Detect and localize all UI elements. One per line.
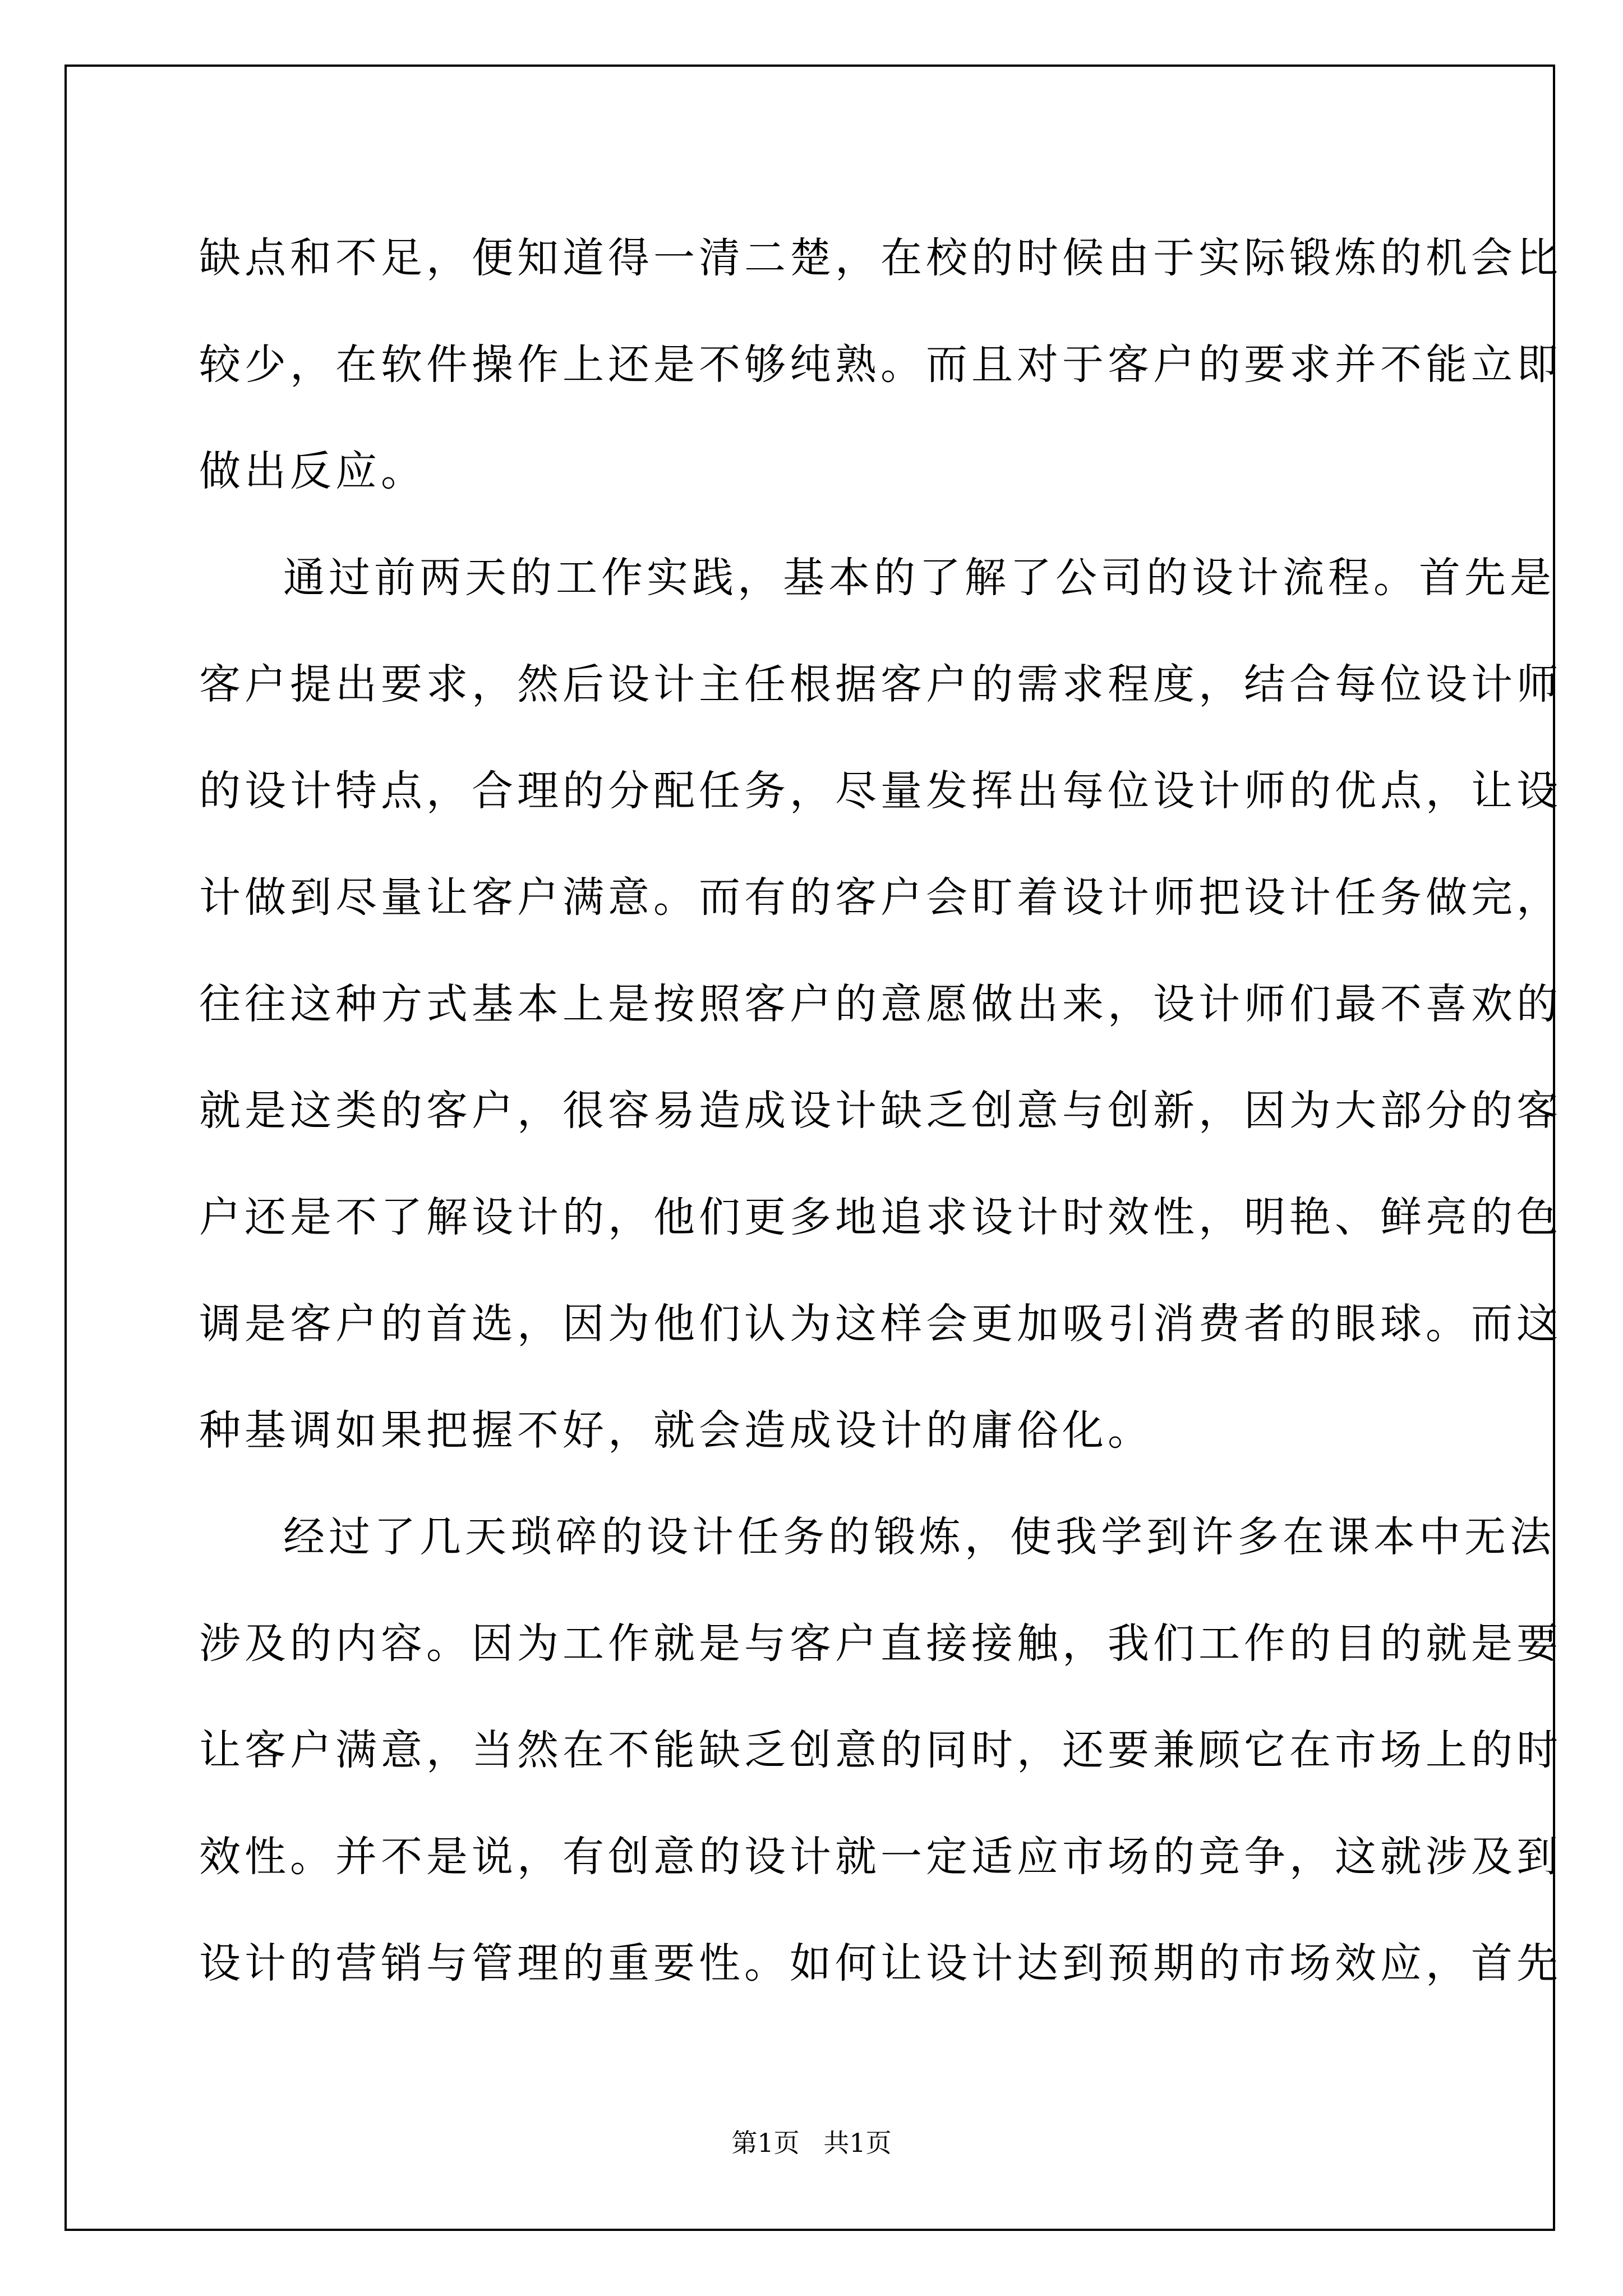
text-line: 做出反应。 xyxy=(199,447,426,495)
text-line: 户还是不了解设计的，他们更多地追求设计时效性，明艳、鲜亮的色 xyxy=(199,1193,1562,1241)
page-total: 共1页 xyxy=(823,2128,892,2158)
text-line: 通过前两天的工作实践，基本的了解了公司的设计流程。首先是 xyxy=(283,554,1555,602)
text-line: 涉及的内容。因为工作就是与客户直接接触，我们工作的目的就是要 xyxy=(199,1619,1562,1668)
page-number: 第1页 xyxy=(731,2128,800,2158)
text-line: 设计的营销与管理的重要性。如何让设计达到预期的市场效应，首先 xyxy=(199,1939,1562,1987)
page-footer xyxy=(0,2126,1623,2160)
text-line: 调是客户的首选，因为他们认为这样会更加吸引消费者的眼球。而这 xyxy=(199,1300,1562,1348)
document-body xyxy=(199,205,1562,2017)
text-line: 往往这种方式基本上是按照客户的意愿做出来，设计师们最不喜欢的 xyxy=(199,980,1562,1028)
text-line: 客户提出要求，然后设计主任根据客户的需求程度，结合每位设计师 xyxy=(199,660,1562,708)
text-line: 缺点和不足，便知道得一清二楚，在校的时候由于实际锻炼的机会比 xyxy=(199,234,1562,282)
text-line: 经过了几天琐碎的设计任务的锻炼，使我学到许多在课本中无法 xyxy=(283,1513,1555,1561)
text-line: 计做到尽量让客户满意。而有的客户会盯着设计师把设计任务做完， xyxy=(199,873,1562,922)
text-line: 较少，在软件操作上还是不够纯熟。而且对于客户的要求并不能立即 xyxy=(199,341,1562,389)
text-line: 效性。并不是说，有创意的设计就一定适应市场的竞争，这就涉及到 xyxy=(199,1833,1562,1881)
text-line: 的设计特点，合理的分配任务，尽量发挥出每位设计师的优点，让设 xyxy=(199,767,1562,815)
text-line: 让客户满意，当然在不能缺乏创意的同时，还要兼顾它在市场上的时 xyxy=(199,1726,1562,1774)
text-line: 种基调如果把握不好，就会造成设计的庸俗化。 xyxy=(199,1406,1153,1455)
text-line: 就是这类的客户，很容易造成设计缺乏创意与创新，因为大部分的客 xyxy=(199,1087,1562,1135)
